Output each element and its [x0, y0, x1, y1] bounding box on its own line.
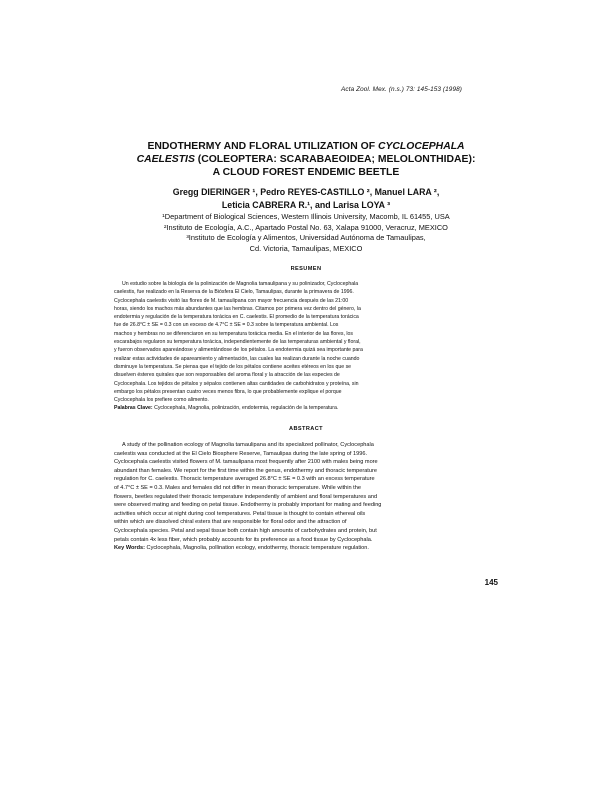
- resumen-keywords: [114, 404, 478, 412]
- abstract-line: caelestis was conducted at the El Cielo Biosphere Reserve, Tamaulipas during the late spring of 1996.: [114, 450, 368, 457]
- journal-citation: Acta Zool. Mex. (n.s.) 73: 145-153 (1998): [341, 86, 462, 93]
- authors: [96, 186, 516, 212]
- resumen-line: Un estudio sobre la biología de la polinización de Magnolia tamaulipana y su polinizador, Cyclocephala: [122, 281, 359, 287]
- title-line-1: [96, 140, 516, 153]
- abstract-line: abundant than females. We report for the first time within the genus, endothermy and thoracic temperature: [114, 467, 377, 474]
- resumen-line: escarabajos regularon su temperatura torácica, independientemente de las temperaturas ambiental y floral,: [114, 339, 361, 346]
- abstract-line: flowers, beetles regulated their thoracic temperature independently of ambient and floral temperatures and: [114, 493, 378, 500]
- resumen-keywords-label: Palabras Clave:: [114, 405, 153, 412]
- abstract-keywords-label: Key Words:: [114, 545, 145, 552]
- title-line-2: [96, 153, 516, 166]
- abstract-body: [114, 441, 478, 553]
- abstract-line: A study of the pollination ecology of Magnolia tamaulipana and its specialized pollinator, Cyclocephala: [122, 442, 374, 448]
- abstract-line: activities which occur at night during cool temperatures. Petal tissue is thought to contain ethereal oils: [114, 510, 366, 517]
- title-line-1-prefix: ENDOTHERMY AND FLORAL UTILIZATION OF: [147, 141, 378, 152]
- resumen-line: machos y hembras no se diferenciaron en su temperatura torácica media. En el interior de las flores, los: [114, 330, 354, 337]
- resumen-line: endotermia y regulación de la temperatura torácica en C. caelestis. El promedio de la temperatura torácica: [114, 314, 359, 321]
- title-line-2-rest: (COLEOPTERA: SCARABAEOIDEA; MELOLONTHIDAE):: [194, 154, 476, 165]
- resumen-line: Cyclocephala. Los tejidos de pétalos y sépalos contienen altas cantidades de carbohidratos y proteína, sin: [114, 380, 359, 387]
- resumen-line: embargo los pétalos presentan cuatro veces menos fibra, lo que probablemente explique el porque: [114, 388, 342, 395]
- title-line-3: A CLOUD FOREST ENDEMIC BEETLE: [212, 167, 400, 178]
- resumen-keywords-text: Cyclocephala, Magnolia, polinización, endotermia, regulación de la temperatura.: [152, 405, 339, 412]
- article-title: [96, 140, 516, 179]
- abstract-line: were observed mating and feeding on petal tissue. Endothermy is probably important for mating and feeding: [114, 502, 382, 509]
- abstract-line: within which are dissolved chiral esters that are responsible for floral odor and the attraction of: [114, 519, 347, 526]
- abstract-heading: ABSTRACT: [289, 426, 323, 432]
- resumen-heading: RESUMEN: [290, 266, 322, 272]
- authors-line-2: Leticia CABRERA R.¹, and Larisa LOYA ³: [221, 200, 391, 210]
- resumen-line: Cyclocephala los prefiere como alimento.: [114, 397, 209, 404]
- affiliation-2: ²Instituto de Ecología, A.C., Apartado Postal No. 63, Xalapa 91000, Veracruz, MEXICO: [164, 222, 448, 232]
- authors-line-1: Gregg DIERINGER ¹, Pedro REYES-CASTILLO ², Manuel LARA ²,: [172, 187, 440, 197]
- resumen-line: horas, siendo los machos más abundantes que las hembras. Citamos por primera vez dentro del género, la: [114, 305, 361, 312]
- resumen-line: realizar estas actividades de apareamiento y alimentación, las cuales las realizan durante la noche cuando: [114, 355, 360, 362]
- resumen-line: caelestis, fue realizado en la Reserva de la Biósfera El Cielo, Tamaulipas, durante la primavera de 1996.: [114, 289, 354, 296]
- affiliations: [110, 212, 502, 254]
- resumen-line: fue de 26.8°C ± SE = 0.3 con un exceso de 4.7°C ± SE = 0.3 sobre la temperatura ambiental. Los: [114, 322, 339, 329]
- affiliation-4: Cd. Victoria, Tamaulipas, MEXICO: [249, 243, 363, 253]
- abstract-keywords-text: Cyclocephala, Magnolia, pollination ecology, endothermy, thoracic temperature regulation.: [144, 545, 369, 552]
- title-genus: CYCLOCEPHALA: [377, 141, 465, 152]
- affiliation-1: ¹Department of Biological Sciences, Western Illinois University, Macomb, IL 61455, USA: [162, 212, 450, 221]
- affiliation-3: ³Instituto de Ecología y Alimentos, Universidad Autónoma de Tamaulipas,: [186, 233, 426, 243]
- abstract-line: Cyclocephala species. Petal and sepal tissue both contain high amounts of carbohydrates and protein, but: [114, 527, 377, 534]
- resumen-line: disuelven ésteres quirales que son responsables del aroma floral y la atracción de las especies de: [114, 372, 340, 379]
- resumen-line: Cyclocephala caelestis visitó las flores de M. tamaulipana con mayor frecuencia después de las 21:00: [114, 297, 349, 304]
- page-number: 145: [484, 578, 498, 587]
- abstract-line: of 4.7°C ± SE = 0.3. Males and females did not differ in mean thoracic temperature. While within the: [114, 484, 361, 491]
- abstract-keywords: [114, 544, 478, 553]
- title-species: CAELESTIS: [136, 154, 195, 165]
- resumen-body: [114, 280, 478, 413]
- abstract-line: petals contain 4x less fiber, which probably accounts for its preference as a food tissue by Cyclocephala.: [114, 536, 373, 543]
- resumen-line: y fueron observados apareándose y alimentándose de los pétalos. La endotermia quizá sea importante para: [114, 347, 363, 354]
- abstract-line: Cyclocephala caelestis visited flowers of M. tamaulipana most frequently after 2100 with males being more: [114, 459, 378, 466]
- abstract-line: regulation for C. caelestis. Thoracic temperature averaged 26.8°C ± SE = 0.3 with an excess temperature: [114, 476, 375, 483]
- resumen-line: disminuye la temperatura. Se piensa que el tejido de los pétalos contiene aceites etéreos en los que se: [114, 363, 352, 370]
